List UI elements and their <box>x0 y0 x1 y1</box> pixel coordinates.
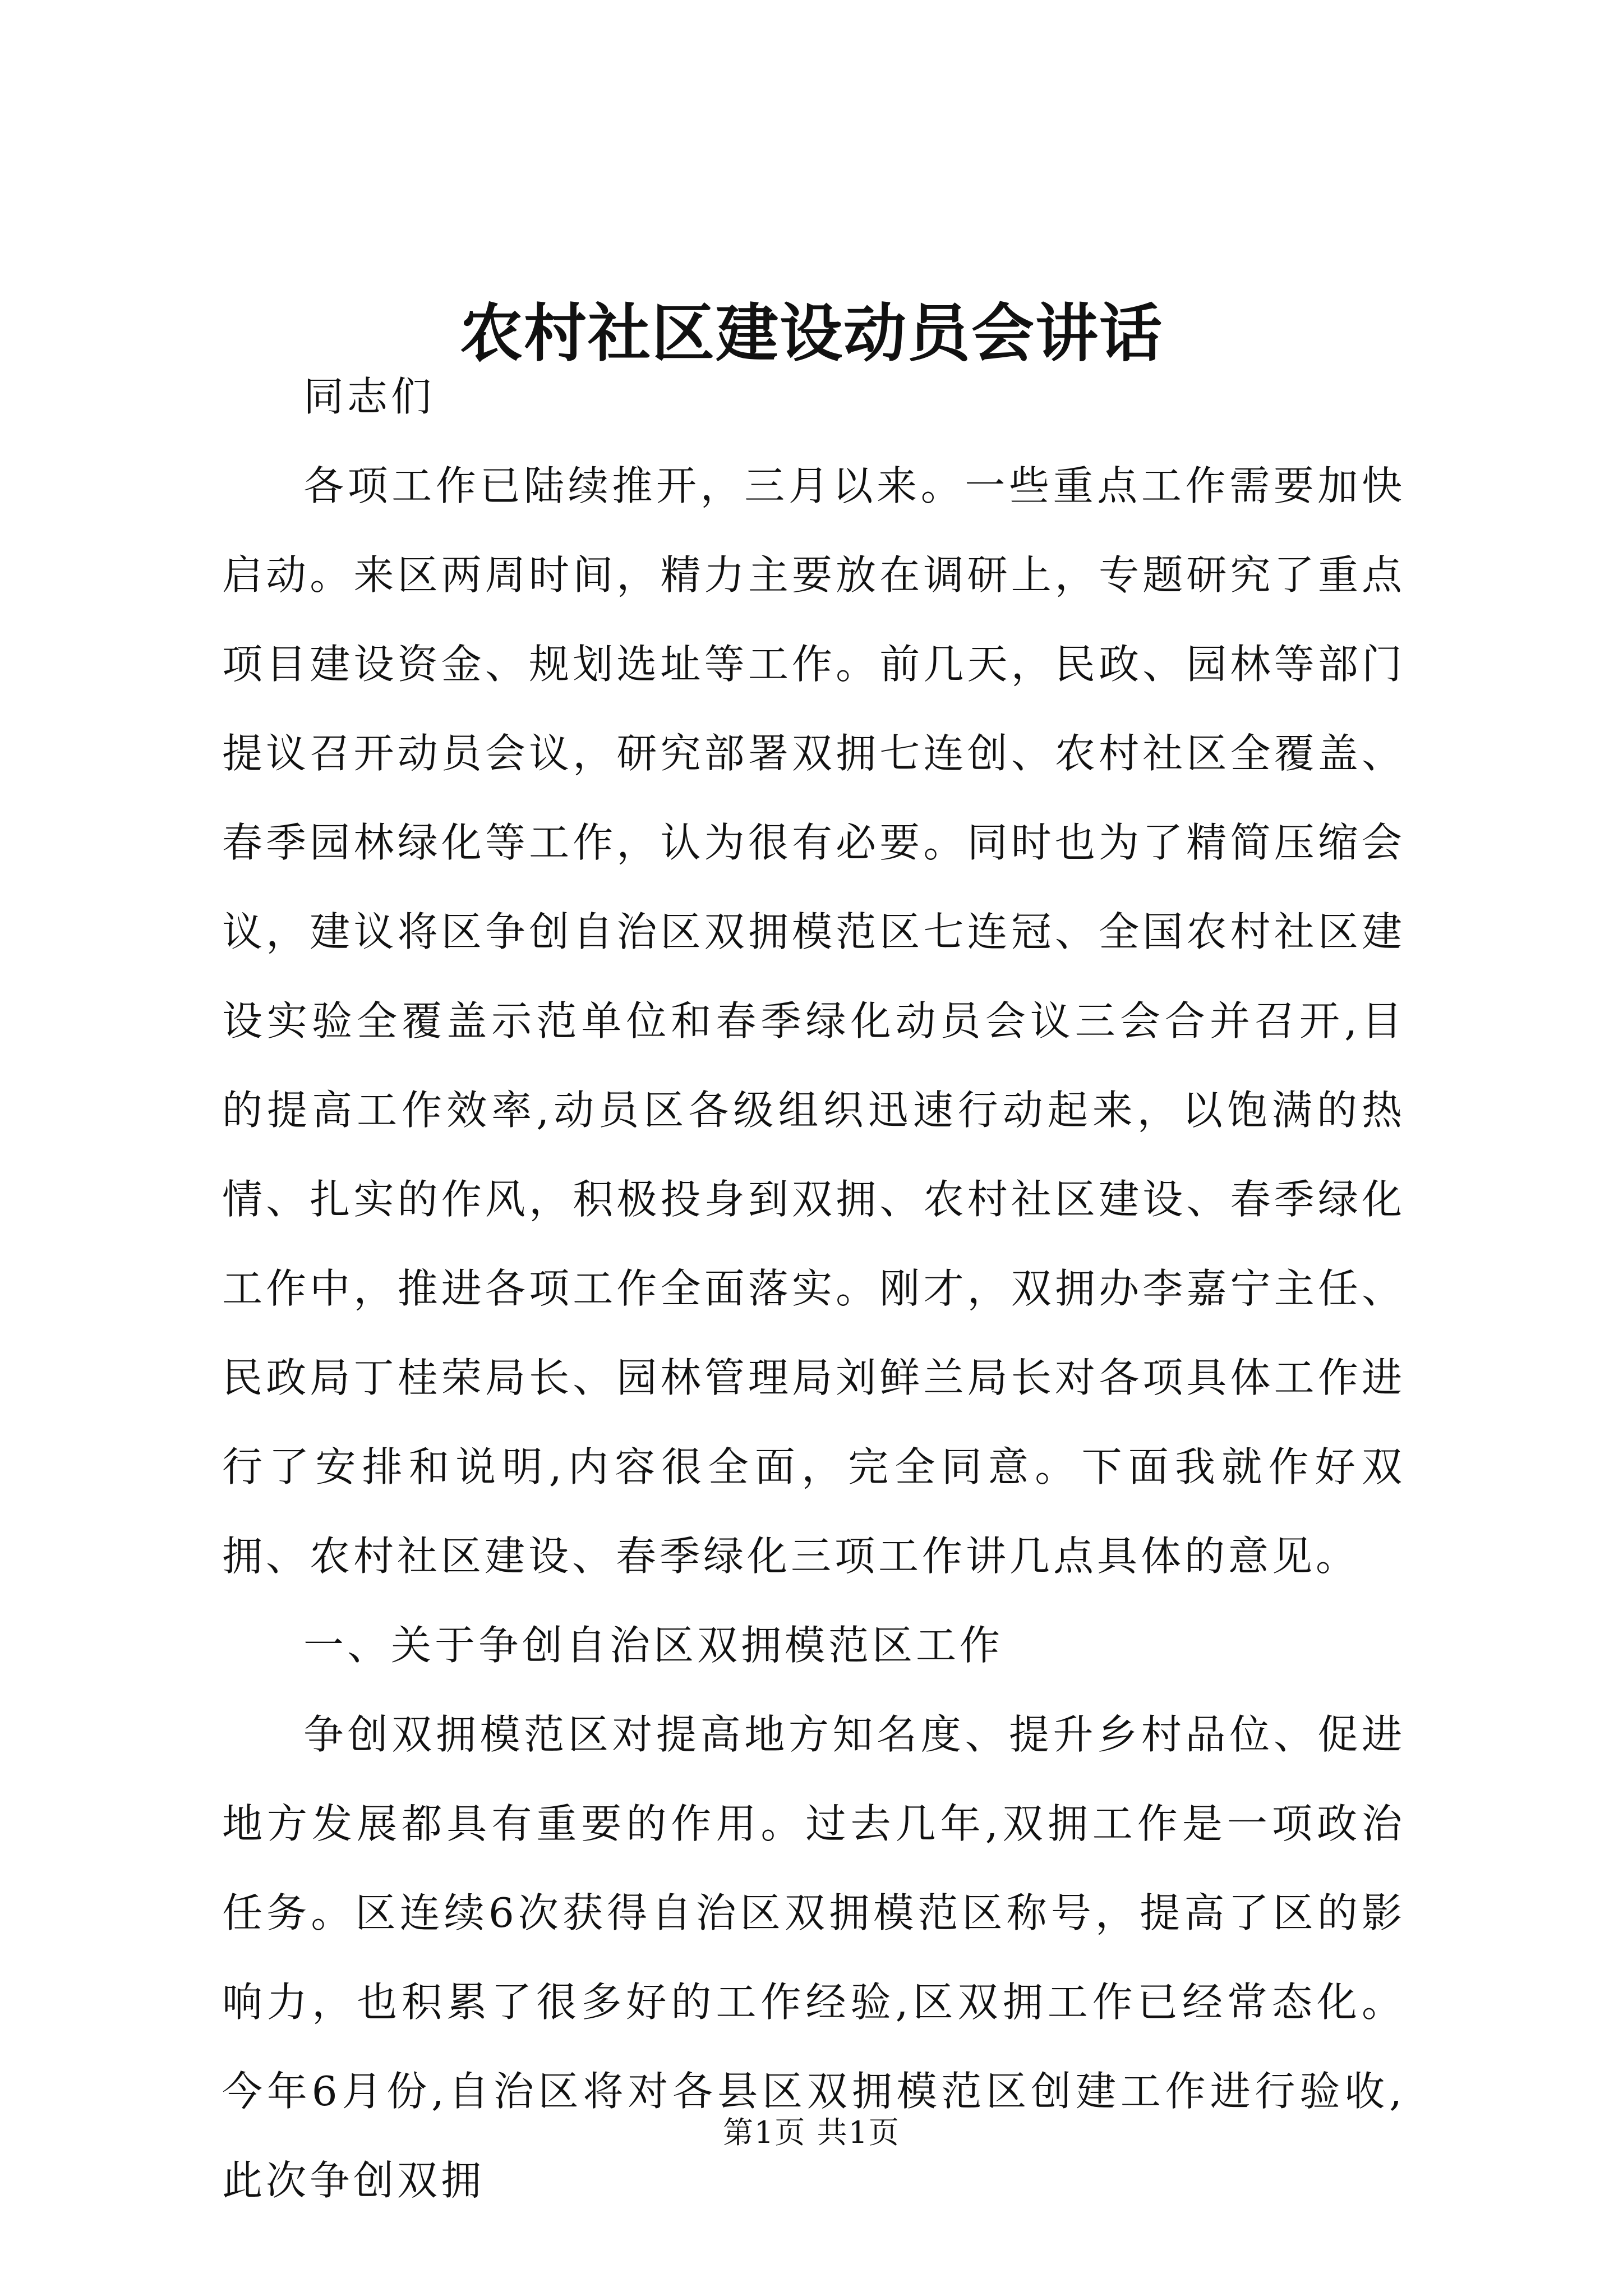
section-paragraph: 争创双拥模范区对提高地方知名度、提升乡村品位、促进地方发展都具有重要的作用。过去几年,双拥工作是一项政治任务。区连续6次获得自治区双拥模范区称号，提高了区的影响力，也积累了很多好的工作经验,区双拥工作已经常态化。今年6月份,自治区将对各县区双拥模范区创建工作进行验收,此次争创双拥 <box>222 1711 1405 2204</box>
document-title: 农村社区建设动员会讲话 <box>460 297 1163 370</box>
intro-paragraph: 各项工作已陆续推开，三月以来。一些重点工作需要加快启动。来区两周时间，精力主要放在调研上，专题研究了重点项目建设资金、规划选址等工作。前几天，民政、园林等部门提议召开动员会议，研究部署双拥七连创、农村社区全覆盖、春季园林绿化等工作，认为很有必要。同时也为了精简压缩会议，建议将区争创自治区双拥模范区七连冠、全国农村社区建设实验全覆盖示范单位和春季绿化动员会议三会合并召开,目的提高工作效率,动员区各级组织迅速行动起来，以饱满的热情、扎实的作风，积极投身到双拥、农村社区建设、春季绿化工作中，推进各项工作全面落实。刚才，双拥办李嘉宁主任、民政局丁桂荣局长、园林管理局刘鲜兰局长对各项具体工作进行了安排和说明,内容很全面，完全同意。下面我就作好双拥、农村社区建设、春季绿化三项工作讲几点具体的意见。 <box>222 462 1405 1580</box>
page-footer: 第1页 共1页 <box>723 2115 900 2150</box>
document-body <box>222 352 1405 2225</box>
greeting-paragraph: 同志们 <box>303 373 435 420</box>
section-heading: 一、关于争创自治区双拥模范区工作 <box>303 1622 1004 1669</box>
